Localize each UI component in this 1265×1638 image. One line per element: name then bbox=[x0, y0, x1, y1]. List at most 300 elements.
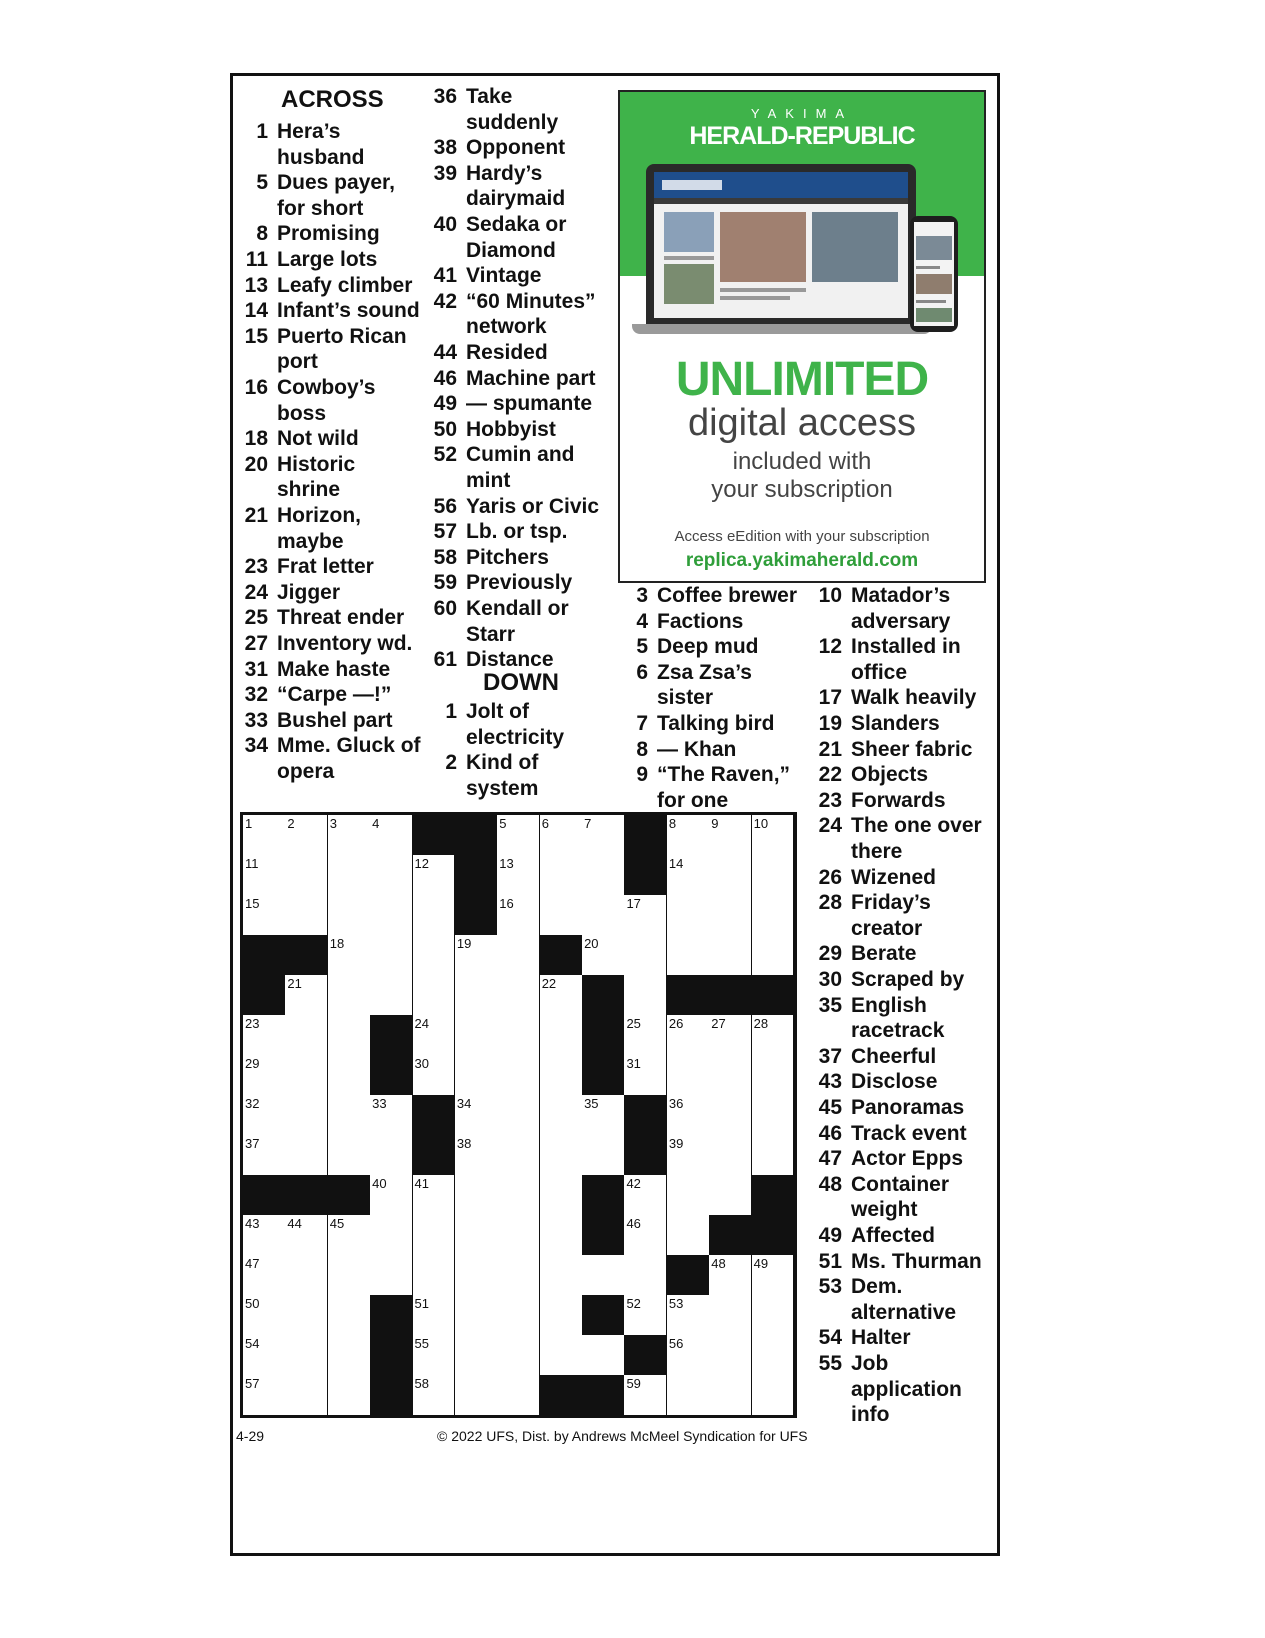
clue-number: 59 bbox=[433, 571, 457, 595]
grid-cell[interactable] bbox=[497, 975, 540, 1016]
grid-cell[interactable] bbox=[328, 1055, 371, 1096]
clue-number: 28 bbox=[818, 891, 842, 915]
grid-cell[interactable] bbox=[540, 1095, 583, 1136]
clue-text: Cumin and bbox=[466, 443, 575, 467]
grid-cell[interactable] bbox=[540, 1175, 583, 1216]
grid-cell[interactable] bbox=[709, 935, 752, 976]
cell-number: 27 bbox=[711, 1016, 726, 1031]
grid-cell[interactable] bbox=[624, 975, 667, 1016]
clue-text: Ms. Thurman bbox=[851, 1249, 982, 1273]
clue-number: 25 bbox=[244, 606, 268, 630]
grid-cell[interactable] bbox=[243, 815, 286, 856]
grid-cell[interactable] bbox=[285, 1055, 328, 1096]
clue-text: Previously bbox=[466, 571, 573, 595]
grid-cell[interactable] bbox=[497, 1295, 540, 1336]
grid-cell[interactable] bbox=[752, 895, 795, 936]
cell-number: 56 bbox=[668, 1336, 684, 1351]
grid-block bbox=[752, 975, 795, 1016]
cell-number: 40 bbox=[372, 1176, 387, 1191]
grid-block bbox=[582, 1215, 625, 1256]
grid-cell[interactable] bbox=[709, 1375, 752, 1416]
grid-cell[interactable] bbox=[624, 1055, 667, 1096]
clue-number: 23 bbox=[244, 555, 268, 579]
grid-cell[interactable] bbox=[582, 1255, 625, 1296]
clue-number: 8 bbox=[636, 737, 648, 761]
grid-cell[interactable] bbox=[455, 1255, 498, 1296]
clue-text: Dues payer, bbox=[277, 171, 395, 195]
grid-cell[interactable] bbox=[667, 815, 710, 856]
clue-number: 43 bbox=[818, 1070, 842, 1094]
grid-cell[interactable] bbox=[709, 1055, 752, 1096]
grid-cell[interactable] bbox=[752, 1295, 795, 1336]
grid-cell[interactable] bbox=[667, 1135, 710, 1176]
grid-cell[interactable] bbox=[752, 1135, 795, 1176]
grid-cell[interactable] bbox=[413, 935, 456, 976]
ad-access-text: Access eEdition with your subscription bbox=[674, 528, 930, 545]
cell-number: 57 bbox=[245, 1376, 260, 1391]
clue-text: for short bbox=[277, 196, 364, 220]
clue-text: Coffee brewer bbox=[657, 584, 798, 607]
grid-cell[interactable] bbox=[752, 1055, 795, 1096]
clue-number: 46 bbox=[433, 366, 457, 390]
cell-number: 13 bbox=[499, 856, 514, 871]
clue-text: Puerto Rican bbox=[277, 324, 407, 348]
grid-cell[interactable] bbox=[413, 1335, 456, 1376]
grid-cell[interactable] bbox=[540, 895, 583, 936]
clue-text: racetrack bbox=[851, 1019, 945, 1043]
clue-number: 16 bbox=[244, 376, 268, 399]
clue-text: Large lots bbox=[277, 248, 378, 271]
grid-cell[interactable] bbox=[328, 1135, 371, 1176]
grid-cell[interactable] bbox=[582, 855, 625, 896]
grid-cell[interactable] bbox=[413, 895, 456, 936]
cell-number: 20 bbox=[584, 936, 599, 951]
grid-cell[interactable] bbox=[582, 895, 625, 936]
grid-cell[interactable] bbox=[497, 1175, 540, 1216]
grid-cell[interactable] bbox=[752, 935, 795, 976]
grid-cell[interactable] bbox=[497, 1015, 540, 1056]
clue-text: Container bbox=[851, 1172, 950, 1196]
grid-cell[interactable] bbox=[624, 935, 667, 976]
clue-text: Wizened bbox=[851, 865, 936, 889]
grid-block bbox=[370, 1335, 413, 1376]
clue-number: 26 bbox=[818, 865, 842, 889]
cell-number: 29 bbox=[245, 1056, 260, 1071]
cell-number: 23 bbox=[245, 1016, 260, 1031]
grid-cell[interactable] bbox=[328, 895, 371, 936]
clue-text: Objects bbox=[851, 763, 929, 787]
clue-text: Jolt of bbox=[466, 700, 529, 723]
clue-number: 57 bbox=[433, 520, 457, 544]
clue-number: 49 bbox=[433, 392, 457, 416]
clue-text: creator bbox=[851, 916, 923, 940]
clue-number: 21 bbox=[818, 737, 842, 761]
grid-block bbox=[624, 815, 667, 856]
grid-block bbox=[285, 935, 328, 976]
grid-cell[interactable] bbox=[667, 855, 710, 896]
clue-text: “The Raven,” bbox=[657, 763, 791, 787]
grid-cell[interactable] bbox=[540, 855, 583, 896]
grid-cell[interactable] bbox=[285, 855, 328, 896]
grid-cell[interactable] bbox=[667, 1095, 710, 1136]
grid-cell[interactable] bbox=[582, 935, 625, 976]
grid-block bbox=[540, 935, 583, 976]
clue-text: Historic bbox=[277, 452, 356, 476]
clue-text: “Carpe —!” bbox=[277, 683, 392, 707]
cell-number: 47 bbox=[245, 1256, 260, 1271]
grid-cell[interactable] bbox=[497, 1255, 540, 1296]
grid-cell[interactable] bbox=[455, 1055, 498, 1096]
clue-number: 24 bbox=[244, 580, 268, 604]
grid-block bbox=[709, 975, 752, 1016]
cell-number: 15 bbox=[245, 896, 260, 911]
grid-cell[interactable] bbox=[413, 1055, 456, 1096]
cell-number: 50 bbox=[245, 1296, 260, 1311]
clue-text: Zsa Zsa’s bbox=[657, 660, 752, 684]
grid-cell[interactable] bbox=[413, 1255, 456, 1296]
clue-number: 20 bbox=[244, 452, 268, 476]
grid-block bbox=[413, 815, 456, 856]
grid-block bbox=[667, 975, 710, 1016]
cell-number: 34 bbox=[456, 1096, 472, 1111]
grid-cell[interactable] bbox=[370, 1135, 413, 1176]
grid-cell[interactable] bbox=[667, 895, 710, 936]
grid-cell[interactable] bbox=[413, 855, 456, 896]
grid-cell[interactable] bbox=[328, 1095, 371, 1136]
grid-cell[interactable] bbox=[370, 855, 413, 896]
grid-block bbox=[582, 1375, 625, 1416]
grid-cell[interactable] bbox=[540, 975, 583, 1016]
cell-number: 6 bbox=[541, 816, 549, 831]
grid-cell[interactable] bbox=[497, 1095, 540, 1136]
clue-number: 36 bbox=[433, 85, 457, 108]
grid-cell[interactable] bbox=[370, 975, 413, 1016]
grid-cell[interactable] bbox=[370, 895, 413, 936]
grid-cell[interactable] bbox=[667, 1015, 710, 1056]
grid-cell[interactable] bbox=[582, 1335, 625, 1376]
grid-cell[interactable] bbox=[285, 1215, 328, 1256]
grid-block bbox=[582, 1055, 625, 1096]
grid-cell[interactable] bbox=[328, 1335, 371, 1376]
clue-text: Take bbox=[466, 85, 513, 108]
grid-cell[interactable] bbox=[667, 1295, 710, 1336]
clue-text: Deep mud bbox=[657, 635, 759, 659]
grid-block bbox=[370, 1295, 413, 1336]
grid-block bbox=[370, 1015, 413, 1056]
grid-cell[interactable] bbox=[243, 1095, 286, 1136]
cell-number: 33 bbox=[372, 1096, 387, 1111]
grid-cell[interactable] bbox=[328, 1015, 371, 1056]
grid-cell[interactable] bbox=[455, 975, 498, 1016]
grid-cell[interactable] bbox=[709, 895, 752, 936]
clue-number: 46 bbox=[818, 1121, 842, 1145]
clue-text: office bbox=[851, 660, 908, 684]
clue-text: sister bbox=[657, 686, 714, 710]
grid-cell[interactable] bbox=[413, 975, 456, 1016]
clue-text: weight bbox=[851, 1198, 918, 1222]
cell-number: 28 bbox=[753, 1016, 769, 1031]
grid-cell[interactable] bbox=[243, 1295, 286, 1336]
grid-cell[interactable] bbox=[752, 815, 795, 856]
grid-cell[interactable] bbox=[752, 1015, 795, 1056]
cell-number: 17 bbox=[626, 896, 641, 911]
clue-text: network bbox=[466, 315, 547, 339]
grid-cell[interactable] bbox=[752, 1375, 795, 1416]
clue-text: The one over bbox=[851, 814, 982, 838]
clue-text: Friday’s bbox=[851, 891, 931, 915]
grid-cell[interactable] bbox=[667, 1335, 710, 1376]
grid-block bbox=[709, 1215, 752, 1256]
clue-text: “60 Minutes” bbox=[466, 289, 596, 313]
clue-text: there bbox=[851, 839, 903, 863]
clue-number: 61 bbox=[433, 648, 457, 672]
cell-number: 39 bbox=[668, 1136, 684, 1151]
grid-cell[interactable] bbox=[752, 855, 795, 896]
clue-number: 19 bbox=[818, 712, 842, 735]
grid-cell[interactable] bbox=[497, 815, 540, 856]
grid-block bbox=[624, 1095, 667, 1136]
cell-number: 24 bbox=[414, 1016, 429, 1031]
cell-number: 2 bbox=[287, 816, 295, 831]
clue-text: for one bbox=[657, 788, 729, 812]
grid-block bbox=[413, 1095, 456, 1136]
grid-block bbox=[752, 1215, 795, 1256]
subscription-ad[interactable] bbox=[618, 90, 986, 583]
clue-text: Machine part bbox=[466, 366, 596, 390]
grid-cell[interactable] bbox=[709, 1175, 752, 1216]
grid-cell[interactable] bbox=[413, 1175, 456, 1216]
grid-cell[interactable] bbox=[497, 1375, 540, 1416]
grid-block bbox=[243, 1175, 286, 1216]
grid-cell[interactable] bbox=[455, 935, 498, 976]
clue-text: Sheer fabric bbox=[851, 737, 973, 761]
grid-cell[interactable] bbox=[413, 1295, 456, 1336]
grid-cell[interactable] bbox=[328, 1295, 371, 1336]
clue-number: 18 bbox=[244, 427, 268, 451]
grid-cell[interactable] bbox=[540, 1015, 583, 1056]
clue-text: Pitchers bbox=[466, 545, 549, 569]
grid-cell[interactable] bbox=[752, 1335, 795, 1376]
grid-block bbox=[540, 1375, 583, 1416]
clue-text: suddenly bbox=[466, 110, 559, 134]
clue-number: 45 bbox=[818, 1096, 842, 1119]
grid-cell[interactable] bbox=[582, 1135, 625, 1176]
clue-text: husband bbox=[277, 145, 365, 169]
grid-cell[interactable] bbox=[709, 815, 752, 856]
grid-cell[interactable] bbox=[624, 1295, 667, 1336]
grid-cell[interactable] bbox=[667, 1215, 710, 1256]
clue-number: 29 bbox=[818, 942, 842, 966]
grid-cell[interactable] bbox=[413, 1375, 456, 1416]
clue-text: Factions bbox=[657, 609, 744, 633]
grid-cell[interactable] bbox=[540, 815, 583, 856]
grid-cell[interactable] bbox=[370, 815, 413, 856]
ad-subhead: digital access bbox=[687, 402, 917, 444]
cell-number: 51 bbox=[414, 1296, 429, 1311]
grid-cell[interactable] bbox=[243, 1335, 286, 1376]
grid-cell[interactable] bbox=[370, 1095, 413, 1136]
clue-number: 22 bbox=[818, 763, 842, 787]
grid-block bbox=[582, 1175, 625, 1216]
grid-cell[interactable] bbox=[285, 975, 328, 1016]
grid-cell[interactable] bbox=[328, 1215, 371, 1256]
clue-text: info bbox=[851, 1403, 890, 1427]
grid-cell[interactable] bbox=[243, 1215, 286, 1256]
clue-text: Matador’s bbox=[851, 584, 951, 607]
clue-text: Leafy climber bbox=[277, 273, 413, 297]
grid-cell[interactable] bbox=[285, 1375, 328, 1416]
grid-cell[interactable] bbox=[624, 1255, 667, 1296]
clue-number: 54 bbox=[818, 1326, 842, 1350]
puzzle-date: 4-29 bbox=[236, 1428, 265, 1444]
grid-cell[interactable] bbox=[709, 1095, 752, 1136]
cell-number: 52 bbox=[626, 1296, 641, 1311]
grid-cell[interactable] bbox=[540, 1215, 583, 1256]
clue-text: Actor Epps bbox=[851, 1147, 964, 1171]
grid-block bbox=[624, 855, 667, 896]
grid-cell[interactable] bbox=[243, 895, 286, 936]
clue-text: Cowboy’s bbox=[277, 376, 376, 399]
cell-number: 9 bbox=[711, 816, 719, 831]
grid-cell[interactable] bbox=[285, 895, 328, 936]
website-screenshot-icon bbox=[654, 172, 908, 318]
clue-text: Make haste bbox=[277, 657, 391, 681]
clue-text: Starr bbox=[466, 622, 516, 646]
grid-cell[interactable] bbox=[285, 1015, 328, 1056]
grid-cell[interactable] bbox=[497, 1135, 540, 1176]
grid-cell[interactable] bbox=[497, 935, 540, 976]
grid-cell[interactable] bbox=[413, 1215, 456, 1256]
grid-cell[interactable] bbox=[540, 1335, 583, 1376]
grid-cell[interactable] bbox=[540, 1135, 583, 1176]
grid-cell[interactable] bbox=[243, 1015, 286, 1056]
grid-cell[interactable] bbox=[497, 895, 540, 936]
grid-cell[interactable] bbox=[455, 1295, 498, 1336]
clue-number: 48 bbox=[818, 1172, 842, 1196]
down-heading: DOWN bbox=[483, 669, 559, 696]
grid-cell[interactable] bbox=[667, 935, 710, 976]
grid-cell[interactable] bbox=[370, 1255, 413, 1296]
clue-text: Vintage bbox=[466, 264, 542, 288]
grid-cell[interactable] bbox=[285, 815, 328, 856]
grid-cell[interactable] bbox=[455, 1135, 498, 1176]
grid-cell[interactable] bbox=[243, 855, 286, 896]
grid-cell[interactable] bbox=[455, 1095, 498, 1136]
clue-number: 14 bbox=[244, 299, 268, 323]
grid-cell[interactable] bbox=[752, 1255, 795, 1296]
grid-cell[interactable] bbox=[455, 1015, 498, 1056]
clue-number: 47 bbox=[818, 1147, 842, 1171]
grid-cell[interactable] bbox=[667, 1375, 710, 1416]
grid-cell[interactable] bbox=[582, 815, 625, 856]
grid-cell[interactable] bbox=[709, 1335, 752, 1376]
cell-number: 43 bbox=[245, 1216, 260, 1231]
grid-cell[interactable] bbox=[243, 1135, 286, 1176]
grid-cell[interactable] bbox=[709, 1255, 752, 1296]
grid-cell[interactable] bbox=[455, 1175, 498, 1216]
grid-cell[interactable] bbox=[370, 935, 413, 976]
laptop-base bbox=[632, 324, 932, 334]
grid-cell[interactable] bbox=[285, 1135, 328, 1176]
grid-cell[interactable] bbox=[752, 1095, 795, 1136]
clue-text: Threat ender bbox=[277, 606, 405, 630]
grid-cell[interactable] bbox=[709, 855, 752, 896]
grid-cell[interactable] bbox=[328, 855, 371, 896]
grid-cell[interactable] bbox=[624, 1215, 667, 1256]
clue-number: 2 bbox=[445, 751, 457, 775]
ad-line1: included with bbox=[732, 448, 872, 475]
grid-cell[interactable] bbox=[285, 1335, 328, 1376]
grid-cell[interactable] bbox=[709, 1295, 752, 1336]
clue-number: 31 bbox=[244, 657, 268, 681]
grid-cell[interactable] bbox=[285, 1295, 328, 1336]
grid-cell[interactable] bbox=[413, 1015, 456, 1056]
clue-text: shrine bbox=[277, 478, 341, 502]
grid-cell[interactable] bbox=[582, 1095, 625, 1136]
grid-cell[interactable] bbox=[624, 1015, 667, 1056]
grid-cell[interactable] bbox=[540, 1055, 583, 1096]
grid-cell[interactable] bbox=[540, 1295, 583, 1336]
across-heading: ACROSS bbox=[281, 86, 384, 113]
grid-cell[interactable] bbox=[328, 1255, 371, 1296]
grid-cell[interactable] bbox=[328, 935, 371, 976]
grid-cell[interactable] bbox=[540, 1255, 583, 1296]
grid-cell[interactable] bbox=[624, 1175, 667, 1216]
grid-cell[interactable] bbox=[370, 1215, 413, 1256]
grid-cell[interactable] bbox=[328, 1375, 371, 1416]
cell-number: 35 bbox=[584, 1096, 599, 1111]
ad-brand: HERALD-REPUBLIC bbox=[689, 122, 915, 150]
grid-cell[interactable] bbox=[667, 1175, 710, 1216]
grid-cell[interactable] bbox=[455, 1375, 498, 1416]
grid-cell[interactable] bbox=[285, 1255, 328, 1296]
grid-block bbox=[243, 935, 286, 976]
cell-number: 41 bbox=[414, 1176, 429, 1191]
grid-block bbox=[582, 975, 625, 1016]
grid-cell[interactable] bbox=[455, 1335, 498, 1376]
grid-cell[interactable] bbox=[243, 1375, 286, 1416]
clue-number: 13 bbox=[244, 273, 268, 297]
grid-cell[interactable] bbox=[328, 815, 371, 856]
grid-block bbox=[667, 1255, 710, 1296]
grid-cell[interactable] bbox=[370, 1175, 413, 1216]
clue-text: Lb. or tsp. bbox=[466, 520, 568, 544]
grid-cell[interactable] bbox=[667, 1055, 710, 1096]
clue-number: 44 bbox=[433, 341, 457, 364]
grid-cell[interactable] bbox=[624, 1375, 667, 1416]
grid-cell[interactable] bbox=[455, 1215, 498, 1256]
grid-cell[interactable] bbox=[243, 1255, 286, 1296]
grid-cell[interactable] bbox=[497, 1215, 540, 1256]
grid-cell[interactable] bbox=[624, 895, 667, 936]
clue-text: Mme. Gluck of bbox=[277, 734, 421, 758]
grid-cell[interactable] bbox=[497, 1335, 540, 1376]
grid-cell[interactable] bbox=[709, 1015, 752, 1056]
grid-cell[interactable] bbox=[328, 975, 371, 1016]
ad-brand-small: YAKIMA bbox=[750, 106, 854, 121]
clue-text: port bbox=[277, 350, 318, 374]
grid-cell[interactable] bbox=[497, 855, 540, 896]
clue-text: Promising bbox=[277, 222, 380, 246]
cell-number: 45 bbox=[329, 1216, 345, 1231]
grid-cell[interactable] bbox=[243, 1055, 286, 1096]
grid-cell[interactable] bbox=[285, 1095, 328, 1136]
grid-cell[interactable] bbox=[709, 1135, 752, 1176]
grid-cell[interactable] bbox=[497, 1055, 540, 1096]
clue-text: Track event bbox=[851, 1121, 967, 1145]
clue-number: 1 bbox=[256, 120, 268, 143]
ad-url-link[interactable]: replica.yakimaherald.com bbox=[685, 550, 919, 571]
